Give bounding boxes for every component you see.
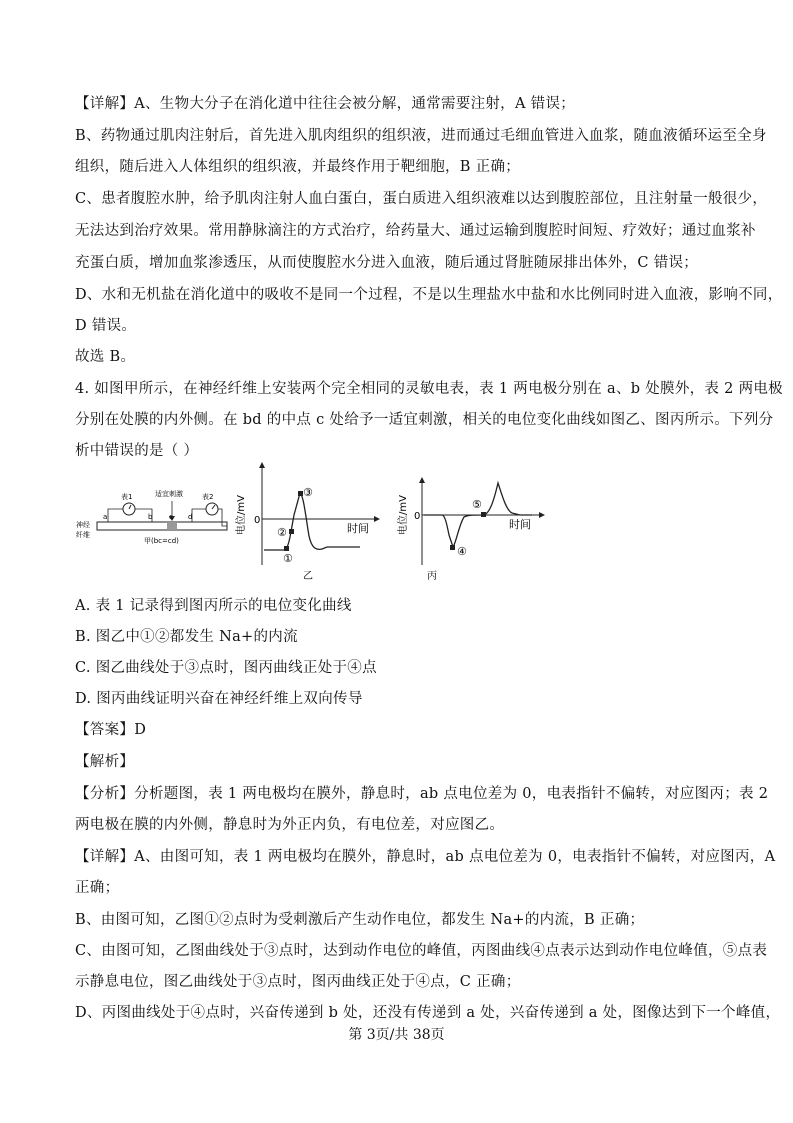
option-b: B. 图乙中①②都发生 Na+的内流 bbox=[75, 629, 298, 645]
stimulus-label: 适宜刺激 bbox=[155, 490, 183, 498]
point-a: a bbox=[103, 513, 108, 521]
nerve-fiber bbox=[97, 522, 227, 530]
text-line: 两电极在膜的内外侧，静息时为外正内负，有电位差，对应图乙。 bbox=[75, 817, 505, 833]
zero-label: 0 bbox=[254, 515, 261, 526]
point-2-marker bbox=[289, 529, 294, 534]
analysis-heading: 【解析】 bbox=[75, 754, 135, 770]
figure-jia-caption: 甲(bc=cd) bbox=[144, 537, 179, 545]
answer: 【答案】D bbox=[75, 722, 147, 738]
text-line: 【详解】A、由图可知，表 1 两电极均在膜外，静息时，ab 点电位差为 0，电表指针不偏转，对应图丙，A bbox=[75, 849, 776, 865]
text-line: 组织，随后进入人体组织的组织液，并最终作用于靶细胞，B 正确； bbox=[75, 159, 521, 175]
y-axis-label: 电位/mV bbox=[236, 495, 247, 535]
text-line: B、由图可知，乙图①②点时为受刺激后产生动作电位，都发生 Na+的内流，B 正确； bbox=[75, 912, 645, 928]
text-line: C、由图可知，乙图曲线处于③点时，达到动作电位的峰值，丙图曲线④点表示达到动作电位峰值，⑤点表 bbox=[75, 943, 768, 959]
point-b: b bbox=[148, 513, 153, 521]
meter2-label: 表2 bbox=[202, 493, 214, 501]
y-axis-label: 电位/mV bbox=[398, 495, 409, 535]
text-line: 充蛋白质，增加血浆渗透压，从而使腹腔水分进入血液，随后通过肾脏随尿排出体外，C 错误； bbox=[75, 255, 699, 271]
point-4-label: ④ bbox=[457, 545, 467, 558]
page-footer: 第 3页/共 38页 bbox=[348, 1027, 445, 1043]
meter1-label: 表1 bbox=[121, 493, 133, 501]
text-line: D、水和无机盐在消化道中的吸收不是同一个过程，不是以生理盐水中盐和水比例同时进入血液，影响不同， bbox=[75, 287, 783, 303]
question-4-stem: 析中错误的是（ ） bbox=[75, 443, 199, 459]
question-4-stem: 4. 如图甲所示，在神经纤维上安装两个完全相同的灵敏电表，表 1 两电极分别在 a、b 处膜外，表 2 两电极 bbox=[75, 381, 783, 397]
x-axis-label: 时间 bbox=[509, 518, 531, 531]
text-line: 【详解】A、生物大分子在消化道中往往会被分解，通常需要注射，A 错误； bbox=[75, 96, 576, 112]
text-line: D、丙图曲线处于④点时，兴奋传递到 b 处，还没有传递到 a 处，兴奋传递到 a 处，图像达到下一个峰值， bbox=[75, 1005, 781, 1021]
text-line: D 错误。 bbox=[75, 318, 137, 334]
potential-curve bbox=[264, 493, 360, 550]
figure-jia bbox=[76, 489, 227, 545]
point-5-marker bbox=[481, 512, 486, 517]
point-c: c bbox=[169, 513, 173, 521]
option-d: D. 图丙曲线证明兴奋在神经纤维上双向传导 bbox=[75, 691, 363, 707]
text-line: 正确； bbox=[75, 880, 120, 896]
text-line: 无法达到治疗效果。常用静脉滴注的方式治疗，给药量大、通过运输到腹腔时间短、疗效好；通过血浆补 bbox=[75, 223, 756, 239]
point-1-marker bbox=[284, 546, 289, 551]
figure-yi-caption: 乙 bbox=[303, 571, 313, 582]
option-c: C. 图乙曲线处于③点时，图丙曲线正处于④点 bbox=[75, 660, 377, 676]
x-axis-label: 时间 bbox=[347, 522, 369, 535]
point-1-label: ① bbox=[283, 552, 293, 565]
figure-yi bbox=[234, 462, 380, 582]
fiber-label: 神经 bbox=[76, 521, 90, 529]
point-d: d bbox=[188, 513, 193, 521]
fiber-label: 纤维 bbox=[76, 531, 90, 539]
text-line: 故选 B。 bbox=[75, 349, 136, 365]
point-2-label: ② bbox=[277, 526, 287, 539]
question-4-stem: 分别在处膜的内外侧。在 bd 的中点 c 处给予一适宜刺激，相关的电位变化曲线如图乙、图丙所示。下列分 bbox=[75, 412, 774, 428]
stimulus-site bbox=[167, 522, 177, 530]
figure-bing bbox=[396, 477, 545, 582]
point-5-label: ⑤ bbox=[472, 498, 482, 511]
zero-label: 0 bbox=[414, 511, 421, 522]
option-a: A. 表 1 记录得到图丙所示的电位变化曲线 bbox=[75, 598, 352, 614]
text-line: B、药物通过肌肉注射后，首先进入肌肉组织的组织液，进而通过毛细血管进入血浆，随血液循环运至全身 bbox=[75, 128, 767, 144]
text-line: C、患者腹腔水肿，给予肌肉注射人血白蛋白，蛋白质进入组织液难以达到腹腔部位，且注射量一般很少， bbox=[75, 191, 768, 207]
text-line: 示静息电位，图乙曲线处于③点时，图丙曲线正处于④点，C 正确； bbox=[75, 974, 521, 990]
question-figure bbox=[72, 455, 552, 585]
point-3-label: ③ bbox=[303, 486, 313, 499]
figure-svg bbox=[72, 455, 552, 585]
figure-bing-caption: 丙 bbox=[427, 571, 437, 582]
point-4-marker bbox=[450, 545, 455, 550]
text-line: 【分析】分析题图，表 1 两电极均在膜外，静息时，ab 点电位差为 0，电表指针不偏转，对应图丙；表 2 bbox=[75, 786, 769, 802]
